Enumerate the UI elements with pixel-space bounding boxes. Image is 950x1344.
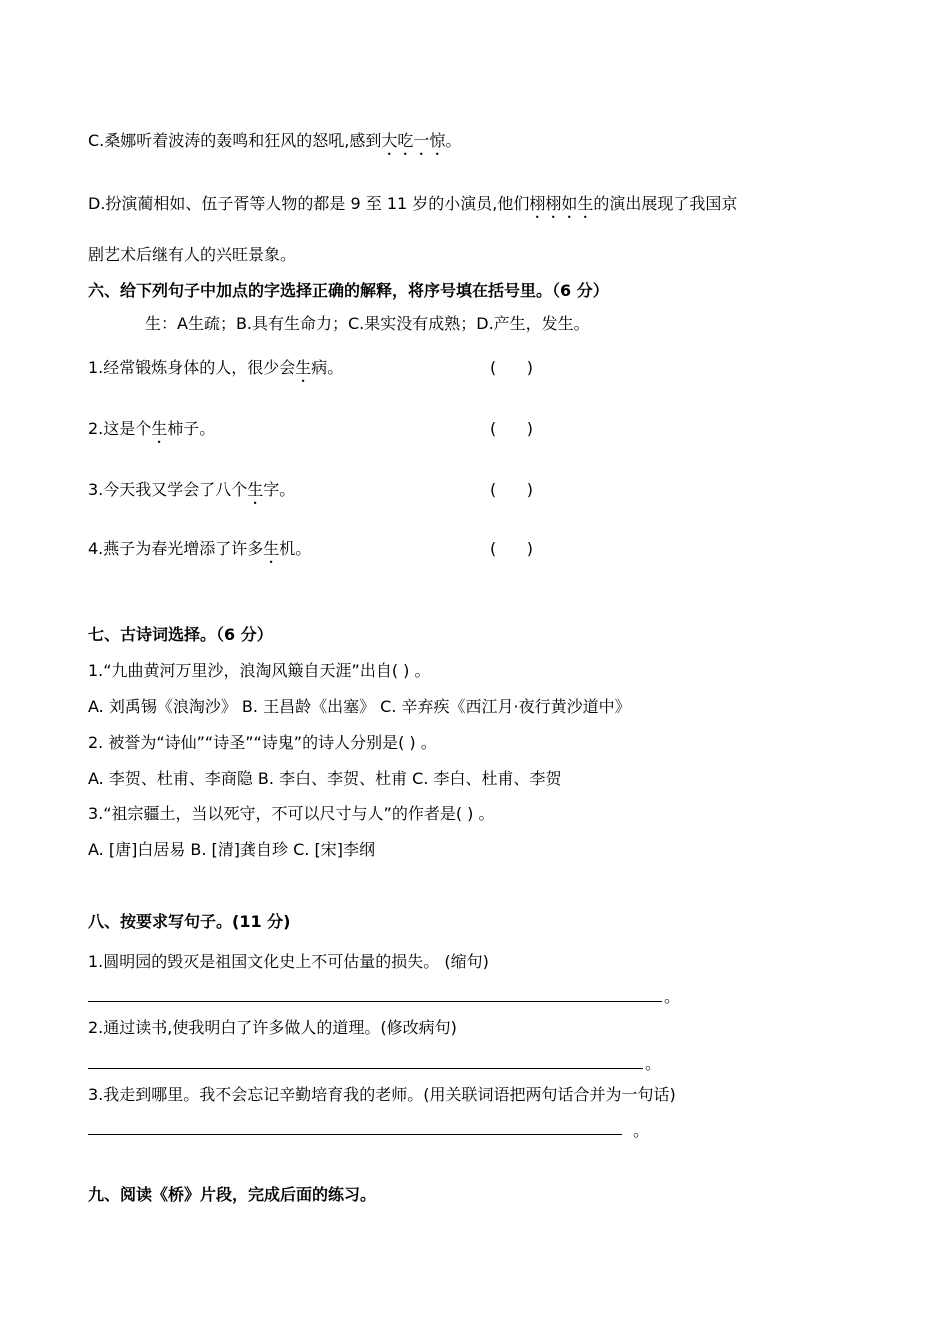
section8-q3: 3.我走到哪里。我不会忘记辛勤培育我的老师。(用关联词语把两句话合并为一句话) xyxy=(88,1085,676,1104)
section6-q4 xyxy=(88,538,311,567)
answer-blank-3[interactable]: ( ) xyxy=(490,480,533,499)
section7-q2-options: A. 李贺、杜甫、李商隐 B. 李白、李贺、杜甫 C. 李白、杜甫、李贺 xyxy=(88,769,562,788)
q4-post: 机。 xyxy=(279,539,312,558)
section8-title: 八、按要求写句子。(11 分) xyxy=(88,912,291,931)
option-d-dotted: 栩栩如生 xyxy=(529,194,594,213)
q2-dotted: 生 xyxy=(151,419,168,438)
option-c xyxy=(88,130,461,159)
option-d-text: D.扮演蔺相如、伍子胥等人物的都是 9 至 11 岁的小演员,他们 xyxy=(88,194,530,213)
section9-title: 九、阅读《桥》片段，完成后面的练习。 xyxy=(88,1185,377,1204)
section6-title: 六、给下列句子中加点的字选择正确的解释，将序号填在括号里。（6 分） xyxy=(88,281,609,300)
answer-blank-2[interactable]: ( ) xyxy=(490,419,533,438)
option-d-line2: 剧艺术后继有人的兴旺景象。 xyxy=(88,245,297,264)
answer-line-3[interactable] xyxy=(88,1134,622,1135)
answer-line-1-end: 。 xyxy=(664,987,681,1006)
option-c-dotted: 大吃一惊 xyxy=(381,131,446,150)
q2-pre: 2.这是个 xyxy=(88,419,152,438)
section7-q1-options: A. 刘禹锡《浪淘沙》 B. 王昌龄《出塞》 C. 辛弃疾《西江月·夜行黄沙道中》 xyxy=(88,697,631,716)
section7-title: 七、古诗词选择。（6 分） xyxy=(88,625,273,644)
q1-pre: 1.经常锻炼身体的人，很少会 xyxy=(88,358,296,377)
answer-line-3-end: 。 xyxy=(633,1121,650,1140)
option-d-end: 的演出展现了我国京 xyxy=(593,194,738,213)
q3-pre: 3.今天我又学会了八个 xyxy=(88,480,248,499)
section6-q3 xyxy=(88,479,295,508)
answer-blank-4[interactable]: ( ) xyxy=(490,539,533,558)
section6-definitions: 生：A生疏；B.具有生命力；C.果实没有成熟；D.产生，发生。 xyxy=(145,314,590,333)
section7-q2: 2. 被誉为“诗仙”“诗圣”“诗鬼”的诗人分别是( ) 。 xyxy=(88,733,437,752)
answer-blank-1[interactable]: ( ) xyxy=(490,358,533,377)
section8-q1: 1.圆明园的毁灭是祖国文化史上不可估量的损失。 (缩句) xyxy=(88,952,489,971)
section8-q2: 2.通过读书,使我明白了许多做人的道理。(修改病句) xyxy=(88,1018,457,1037)
answer-line-1[interactable] xyxy=(88,1001,662,1002)
q1-dotted: 生 xyxy=(295,358,312,377)
section7-q1: 1.“九曲黄河万里沙，浪淘风簸自天涯”出自( ) 。 xyxy=(88,661,431,680)
answer-line-2[interactable] xyxy=(88,1068,643,1069)
option-d xyxy=(88,193,737,222)
q3-post: 字。 xyxy=(263,480,296,499)
answer-line-2-end: 。 xyxy=(645,1054,662,1073)
section6-q1 xyxy=(88,357,343,386)
q2-post: 柿子。 xyxy=(167,419,216,438)
q4-dotted: 生 xyxy=(263,539,280,558)
q4-pre: 4.燕子为春光增添了许多 xyxy=(88,539,264,558)
section7-q3: 3.“祖宗疆土，当以死守，不可以尺寸与人”的作者是( ) 。 xyxy=(88,804,495,823)
option-c-text: C.桑娜听着波涛的轰鸣和狂风的怒吼,感到 xyxy=(88,131,382,150)
q3-dotted: 生 xyxy=(247,480,264,499)
section7-q3-options: A. [唐]白居易 B. [清]龚自珍 C. [宋]李纲 xyxy=(88,840,375,859)
section6-q2 xyxy=(88,418,215,447)
q1-post: 病。 xyxy=(311,358,344,377)
option-c-end: 。 xyxy=(445,131,462,150)
